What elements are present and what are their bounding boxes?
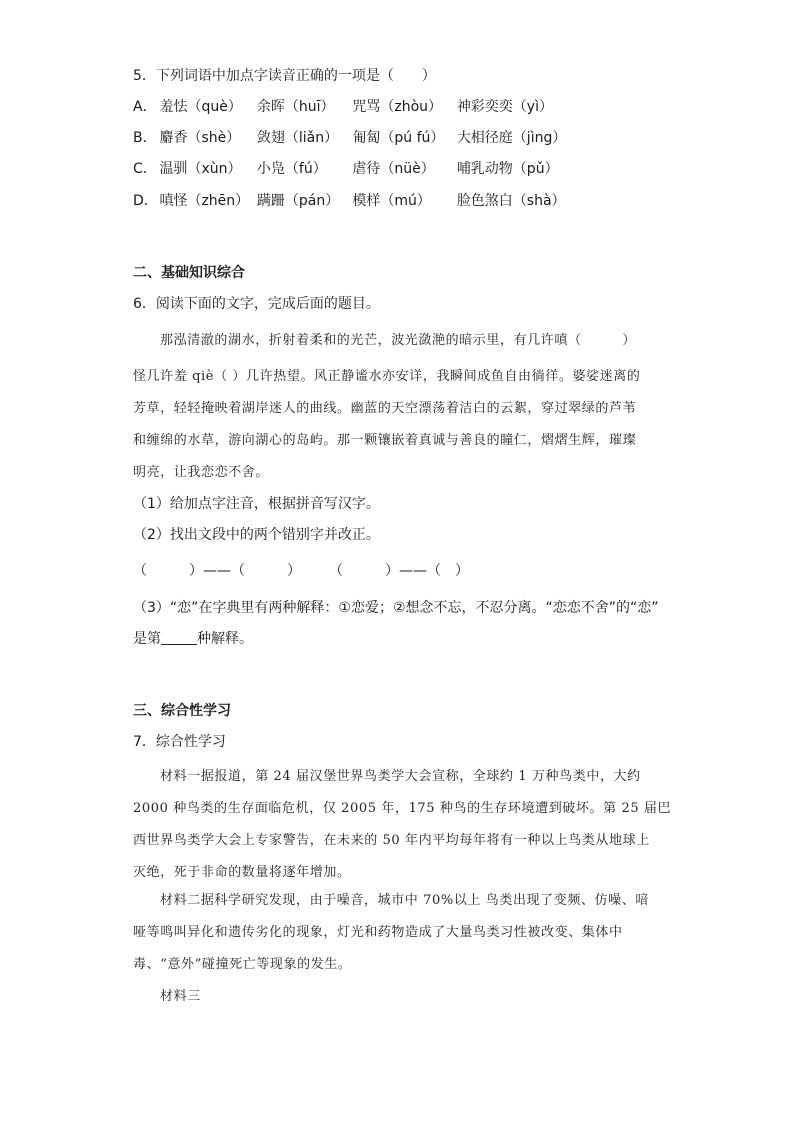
material-2-line: 哑等鸣叫异化和遗传劣化的现象，灯光和药物造成了大量鸟类习性被改变、集体中 [133,925,623,940]
passage-line: 怪几许羞 qiè（ ）几许热望。风正静谧水亦安详，我瞬间成鱼自由徜徉。婆娑迷离的 [133,369,641,384]
option-word: 虐待（nüè） [352,161,435,177]
section-3-title: 三、综合性学习 [133,703,231,719]
passage-line: 那泓清澈的湖水，折射着柔和的光芒，波光潋滟的暗示里，有几许嗔（ ） [160,333,637,348]
q6-answer-blanks: （ ）——（ ） （ ）——（ ） [133,563,469,579]
section-2-title: 二、基础知识综合 [133,265,245,281]
q5-option-b [133,129,566,147]
q6-sub-3: （3）“恋”在字典里有两种解释：①恋爱；②想念不忘，不忍分离。“恋恋不舍”的“恋” [133,600,659,616]
option-word: 麝香（shè） [159,130,241,146]
material-2-line: 毒、“意外”碰撞死亡等现象的发生。 [133,957,352,972]
sub-3-text-a: 是第 [133,631,161,647]
material-1-line: 2000 种鸟类的生存面临危机，仅 2005 年，175 种鸟的生存环境遭到破坏。第 25 届巴 [133,801,672,816]
question-5-stem: 5．下列词语中加点字读音正确的一项是（ ） [133,68,436,84]
question-6-stem: 6．阅读下面的文字，完成后面的题目。 [133,296,380,312]
material-2-line: 材料二据科学研究发现，由于噪音，城市中 70%以上 鸟类出现了变频、仿噪、喑 [160,893,649,908]
passage-line: 和缠绵的水草，游向湖心的岛屿。那一颗镶嵌着真诚与善良的瞳仁，熠熠生辉，璀璨 [133,433,637,448]
option-word: 脸色煞白（shà） [456,193,566,209]
passage-line: 明亮，让我恋恋不舍。 [133,465,270,480]
passage-line: 芳草，轻轻掩映着湖岸迷人的曲线。幽蓝的天空漂荡着洁白的云絮，穿过翠绿的芦苇 [133,401,637,416]
option-word: 嗔怪（zhēn） [159,193,250,209]
option-word: 匍匐（pú fú） [352,130,445,146]
option-word: 温驯（xùn） [159,161,242,177]
q5-option-c [133,160,559,178]
option-word: 咒骂（zhòu） [352,99,443,115]
option-letter: A． [133,99,157,115]
option-word: 模样（mú） [352,193,431,209]
option-letter: D． [133,193,158,209]
option-word: 神彩奕奕（yì） [456,99,553,115]
material-1-line: 材料一据报道，第 24 届汉堡世界鸟类学大会宣称，全球约 1 万种鸟类中，大约 [160,769,641,784]
material-1-line: 灭绝，死于非命的数量将逐年增加。 [133,865,351,880]
q6-sub-1: （1）给加点字注音，根据拼音写汉字。 [133,496,380,512]
option-letter: C． [133,161,157,177]
q6-sub-3-line-2 [133,630,253,648]
option-word: 敛翅（liǎn） [256,130,339,146]
question-7-stem: 7．综合性学习 [133,734,226,750]
sub-3-text-b: 种解释。 [197,631,253,647]
q5-option-a [133,98,553,116]
option-word: 小凫（fú） [256,161,327,177]
option-word: 蹒跚（pán） [256,193,340,209]
option-word: 哺乳动物（pǔ） [456,161,559,177]
material-3-label: 材料三 [160,989,201,1004]
option-word: 余晖（huī） [256,99,335,115]
q6-sub-2: （2）找出文段中的两个错别字并改正。 [133,527,380,543]
answer-blank[interactable] [161,630,197,645]
material-1-line: 西世界鸟类学大会上专家警告，在未来的 50 年内平均每年将有一种以上鸟类从地球上 [133,833,650,848]
option-letter: B． [133,130,157,146]
option-word: 羞怯（què） [159,99,242,115]
option-word: 大相径庭（jìng） [456,130,567,146]
q5-option-d [133,192,566,210]
